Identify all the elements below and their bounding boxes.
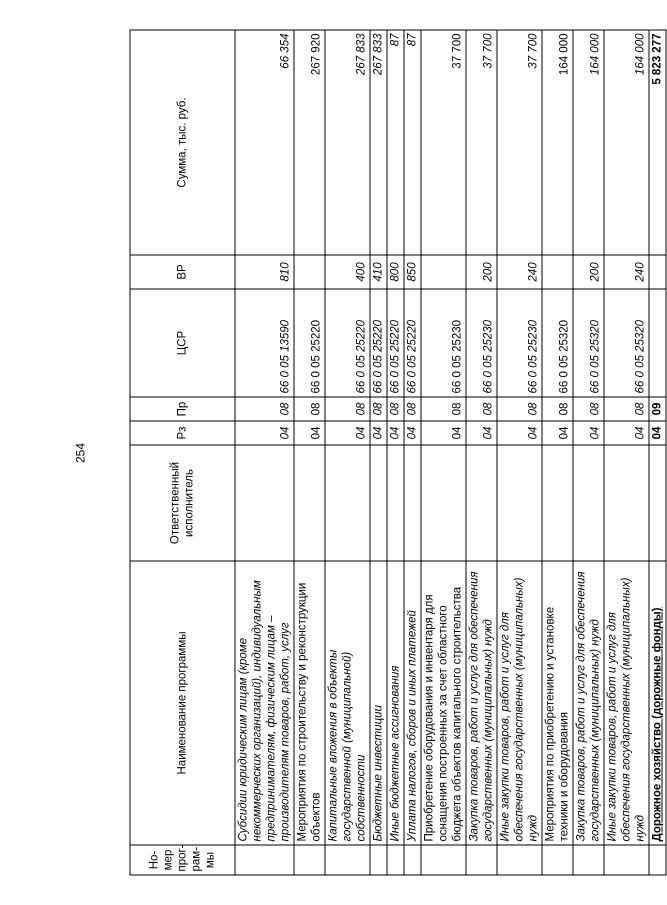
- header-csr: ЦСР: [130, 289, 235, 397]
- row-rz: 04: [497, 421, 542, 445]
- row-rz: 04: [649, 421, 666, 445]
- row-rz: 04: [325, 421, 370, 445]
- header-row: [130, 30, 235, 875]
- row-vr: 810: [235, 255, 294, 289]
- row-pr: 08: [294, 397, 325, 421]
- row-pr: 08: [497, 397, 542, 421]
- row-name: Мероприятия по строительству и реконструкции объектов: [294, 561, 325, 845]
- table-row: [649, 30, 666, 875]
- table-row: [421, 30, 466, 875]
- row-vr: 240: [604, 255, 649, 289]
- row-pr: 08: [542, 397, 573, 421]
- header-executor: Ответственный исполнитель: [130, 445, 235, 561]
- row-sum: 267 833: [325, 30, 370, 255]
- row-vr: 800: [387, 255, 404, 289]
- row-vr: 400: [325, 255, 370, 289]
- row-pr: 08: [325, 397, 370, 421]
- row-rz: 04: [604, 421, 649, 445]
- row-sum: 87: [404, 30, 421, 255]
- table-row: [294, 30, 325, 875]
- row-rz: 04: [387, 421, 404, 445]
- row-sum: 5 823 277: [649, 30, 666, 255]
- row-pr: 08: [421, 397, 466, 421]
- table-row: [325, 30, 370, 875]
- row-sum: 37 700: [466, 30, 497, 255]
- row-rz: 04: [466, 421, 497, 445]
- row-pr: 08: [604, 397, 649, 421]
- table-row: [573, 30, 604, 875]
- row-sum: 66 354: [235, 30, 294, 255]
- row-name: Закупка товаров, работ и услуг для обеспечения государственных (муниципальных) нужд: [466, 561, 497, 845]
- row-sum: 87: [387, 30, 404, 255]
- row-csr: 66 0 05 25220: [370, 289, 387, 397]
- row-name: Уплата налогов, сборов и иных платежей: [404, 561, 421, 845]
- row-csr: 66 0 05 25320: [604, 289, 649, 397]
- row-sum: 164 000: [573, 30, 604, 255]
- table-row: [370, 30, 387, 875]
- header-vr: ВР: [130, 255, 235, 289]
- rotated-page: [66, 30, 664, 875]
- row-name: Иные бюджетные ассигнования: [387, 561, 404, 845]
- row-csr: 66 0 05 25230: [497, 289, 542, 397]
- row-csr: [649, 289, 666, 397]
- table-row: [235, 30, 294, 875]
- row-vr: 240: [497, 255, 542, 289]
- header-pr: Пр: [130, 397, 235, 421]
- row-sum: 267 833: [370, 30, 387, 255]
- row-vr: [421, 255, 466, 289]
- row-csr: 66 0 05 25230: [466, 289, 497, 397]
- row-pr: 08: [466, 397, 497, 421]
- header-num: Но-мер прог-рам-мы: [130, 845, 235, 875]
- row-pr: 08: [370, 397, 387, 421]
- row-name: Иные закупки товаров, работ и услуг для обеспечения государственных (муниципальных) нужд: [497, 561, 542, 845]
- row-pr: 08: [573, 397, 604, 421]
- row-sum: 267 920: [294, 30, 325, 255]
- table-row: [497, 30, 542, 875]
- row-rz: 04: [235, 421, 294, 445]
- row-csr: 66 0 05 13590: [235, 289, 294, 397]
- header-name: Наименование программы: [130, 561, 235, 845]
- row-csr: 66 0 05 25220: [294, 289, 325, 397]
- row-name: Иные закупки товаров, работ и услуг для обеспечения государственных (муниципальных) нужд: [604, 561, 649, 845]
- row-sum: 37 700: [421, 30, 466, 255]
- row-vr: 850: [404, 255, 421, 289]
- row-vr: 410: [370, 255, 387, 289]
- table-row: [542, 30, 573, 875]
- row-vr: 200: [466, 255, 497, 289]
- row-name: Капитальные вложения в объекты государственной (муниципальной) собственности: [325, 561, 370, 845]
- row-name: Дорожное хозяйство (дорожные фонды): [649, 561, 666, 845]
- row-pr: 08: [235, 397, 294, 421]
- table-row: [466, 30, 497, 875]
- row-sum: 164 000: [542, 30, 573, 255]
- row-csr: 66 0 05 25320: [573, 289, 604, 397]
- header-sum: Сумма, тыс. руб.: [130, 30, 235, 255]
- page-number: 254: [73, 442, 88, 463]
- row-name: Бюджетные инвестиции: [370, 561, 387, 845]
- row-rz: 04: [404, 421, 421, 445]
- row-csr: 66 0 05 25220: [387, 289, 404, 397]
- row-csr: 66 0 05 25220: [325, 289, 370, 397]
- row-pr: 08: [387, 397, 404, 421]
- row-vr: [294, 255, 325, 289]
- table-row: [387, 30, 404, 875]
- row-rz: 04: [421, 421, 466, 445]
- row-name: Приобретение оборудования и инвентаря для оснащения построенных за счет областного бюджета объектов капитального строительства: [421, 561, 466, 845]
- row-pr: 09: [649, 397, 666, 421]
- row-name: Закупка товаров, работ и услуг для обеспечения государственных (муниципальных) нужд: [573, 561, 604, 845]
- row-pr: 08: [404, 397, 421, 421]
- row-rz: 04: [370, 421, 387, 445]
- row-vr: 200: [573, 255, 604, 289]
- row-rz: 04: [294, 421, 325, 445]
- budget-table: [130, 29, 667, 875]
- row-vr: [542, 255, 573, 289]
- row-rz: 04: [542, 421, 573, 445]
- table-row: [604, 30, 649, 875]
- row-rz: 04: [573, 421, 604, 445]
- header-rz: Рз: [130, 421, 235, 445]
- row-sum: 164 000: [604, 30, 649, 255]
- row-csr: 66 0 05 25320: [542, 289, 573, 397]
- row-csr: 66 0 05 25230: [421, 289, 466, 397]
- table-row: [404, 30, 421, 875]
- row-vr: [649, 255, 666, 289]
- row-name: Мероприятия по приобретению и установке техники и оборудования: [542, 561, 573, 845]
- row-csr: 66 0 05 25220: [404, 289, 421, 397]
- row-sum: 37 700: [497, 30, 542, 255]
- row-name: Субсидии юридическим лицам (кроме некоммерческих организаций), индивидуальным предпринимателям, физическим лицам – производителям товаров, работ, услуг: [235, 561, 294, 845]
